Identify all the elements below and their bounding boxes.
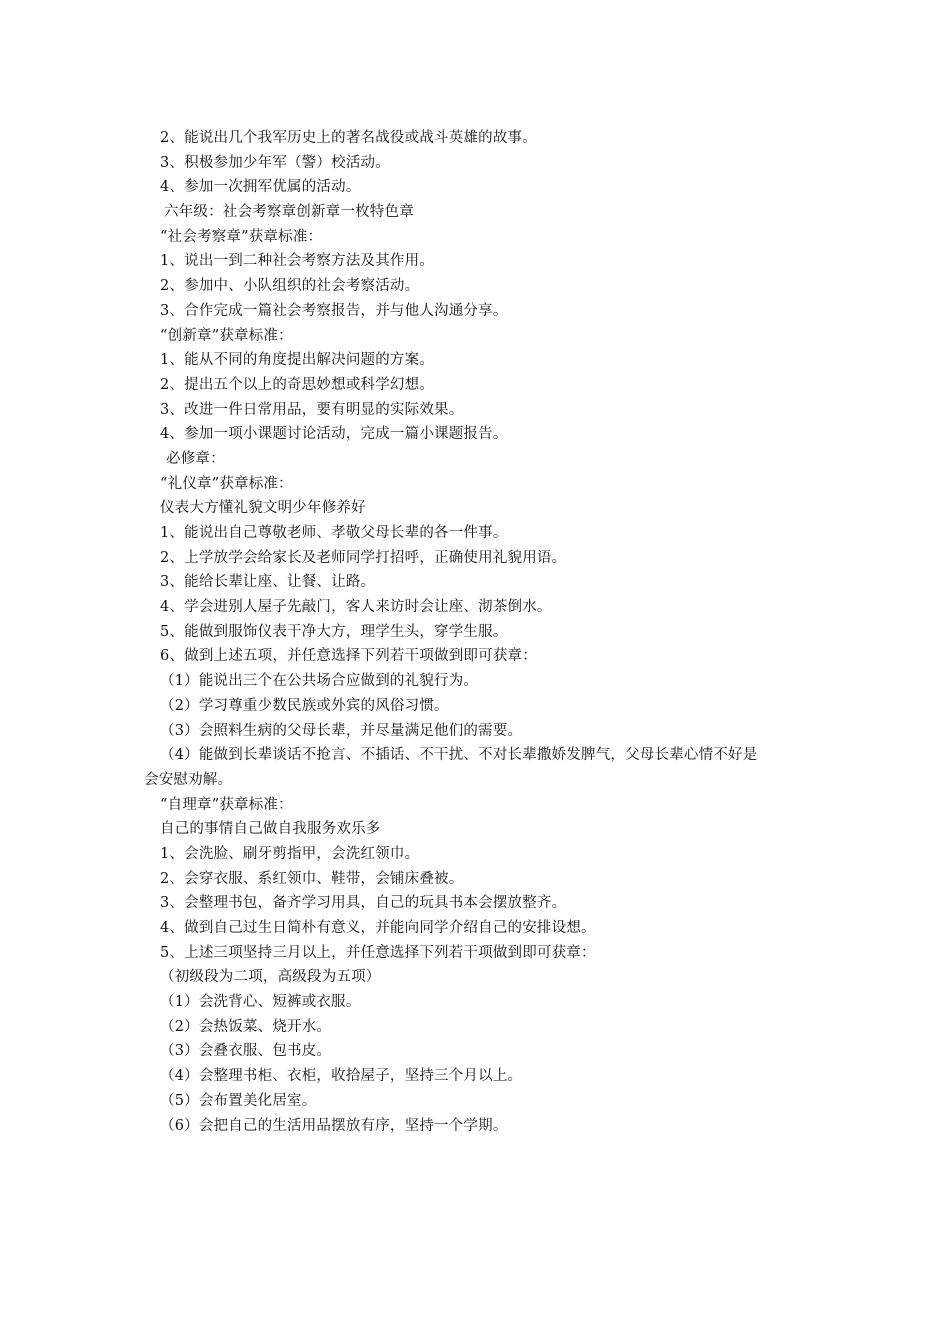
text-line: 4、做到自己过生日简朴有意义，并能向同学介绍自己的安排设想。	[160, 920, 596, 936]
text-line: 4、学会进别人屋子先敲门，客人来访时会让座、沏茶倒水。	[160, 599, 552, 616]
text-line: （3）会照料生病的父母长辈，并尽量满足他们的需要。	[160, 722, 523, 739]
text-line: （6）会把自己的生活用品摆放有序，坚持一个学期。	[160, 1117, 508, 1134]
text-line: （4）能做到长辈谈话不抢言、不插话、不干扰、不对长辈撒娇发脾气，父母长辈心情不好是	[160, 747, 758, 764]
text-line: （2）学习尊重少数民族或外宾的风俗习惯。	[160, 697, 449, 714]
text-line: 5、能做到服饰仪表干净大方，理学生头，穿学生服。	[160, 623, 508, 640]
text-line: 会安慰劝解。	[144, 771, 233, 788]
section-heading: 六年级：社会考察章创新章一枚特色章	[164, 204, 414, 221]
text-line: （4）会整理书柜、衣柜，收拾屋子，坚持三个月以上。	[160, 1068, 523, 1085]
badge-standard-heading: “自理章”获章标准：	[160, 796, 293, 813]
text-line: 3、会整理书包，备齐学习用具，自己的玩具书本会摆放整齐。	[160, 895, 567, 912]
text-line: 3、改进一件日常用品，要有明显的实际效果。	[160, 401, 464, 418]
badge-standard-heading: “社会考察章”获章标准：	[160, 228, 323, 245]
text-line: 3、合作完成一篇社会考察报告，并与他人沟通分享。	[160, 302, 508, 319]
text-line: （5）会布置美化居室。	[160, 1092, 317, 1109]
text-line: 2、会穿衣服、系红领巾、鞋带，会铺床叠被。	[160, 870, 464, 887]
text-line: 3、能给长辈让座、让餐、让路。	[160, 574, 376, 591]
text-line: 1、说出一到二种社会考察方法及其作用。	[160, 253, 435, 270]
text-line: （1）能说出三个在公共场合应做到的礼貌行为。	[160, 673, 479, 690]
text-line: 3、积极参加少年军（警）校活动。	[160, 154, 390, 171]
section-heading: 必修章：	[166, 450, 225, 467]
text-line: 2、上学放学会给家长及老师同学打招呼，正确使用礼貌用语。	[160, 549, 567, 566]
text-line: 6、做到上述五项，并任意选择下列若干项做到即可获章：	[160, 648, 537, 665]
text-line: 2、提出五个以上的奇思妙想或科学幻想。	[160, 376, 435, 393]
motto-line: 自己的事情自己做自我服务欢乐多	[160, 821, 381, 838]
text-line: 2、参加中、小队组织的社会考察活动。	[160, 278, 420, 295]
badge-standard-heading: “礼仪章”获章标准：	[160, 475, 293, 492]
text-line: 1、能从不同的角度提出解决问题的方案。	[160, 352, 435, 369]
text-line: 1、能说出自己尊敬老师、孝敬父母长辈的各一件事。	[160, 525, 508, 541]
badge-standard-heading: “创新章”获章标准：	[160, 327, 293, 344]
text-line: 4、参加一次拥军优属的活动。	[160, 179, 361, 196]
text-line: （1）会洗背心、短裤或衣服。	[160, 994, 361, 1011]
text-line: （初级段为二项，高级段为五项）	[160, 969, 381, 986]
motto-line: 仪表大方懂礼貌文明少年修养好	[160, 500, 366, 517]
text-line: 5、上述三项坚持三月以上，并任意选择下列若干项做到即可获章：	[160, 944, 596, 961]
text-line: （2）会热饭菜、烧开水。	[160, 1018, 332, 1035]
text-line: 2、能说出几个我军历史上的著名战役或战斗英雄的故事。	[160, 130, 537, 146]
text-line: （3）会叠衣服、包书皮。	[160, 1043, 332, 1060]
document-body	[144, 126, 824, 1138]
text-line: 4、参加一项小课题讨论活动，完成一篇小课题报告。	[160, 426, 508, 443]
text-line: 1、会洗脸、刷牙剪指甲，会洗红领巾。	[160, 845, 420, 862]
